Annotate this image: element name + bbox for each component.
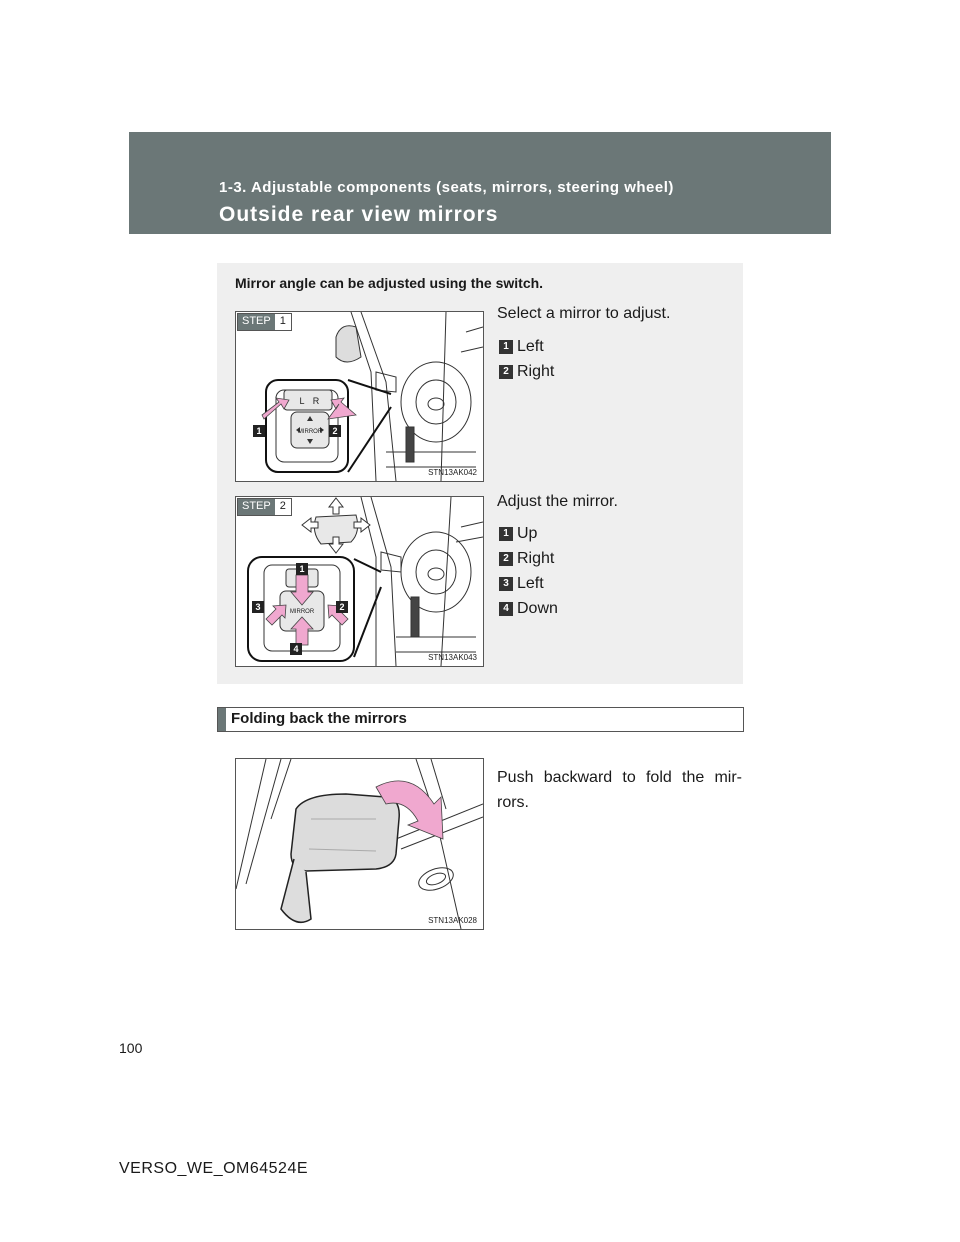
switch-label: MIRROR bbox=[297, 429, 323, 435]
number-badge: 1 bbox=[499, 527, 513, 541]
step1-drawing bbox=[236, 312, 483, 481]
page-number: 100 bbox=[119, 1040, 143, 1056]
document-code: VERSO_WE_OM64524E bbox=[119, 1160, 309, 1177]
svg-text:2: 2 bbox=[339, 602, 345, 612]
heading-bar bbox=[218, 708, 226, 731]
step-number: 2 bbox=[275, 499, 291, 515]
folding-drawing bbox=[236, 759, 483, 929]
folding-illustration bbox=[235, 758, 484, 930]
step2-badge bbox=[237, 498, 292, 516]
step1-option-right bbox=[499, 363, 554, 381]
option-label: Left bbox=[517, 575, 544, 592]
step-word: STEP bbox=[238, 499, 275, 515]
number-badge: 2 bbox=[499, 552, 513, 566]
switch-label: MIRROR bbox=[289, 609, 315, 615]
step2-instruction: Adjust the mirror. bbox=[497, 493, 618, 510]
number-badge: 1 bbox=[499, 340, 513, 354]
step1-badge bbox=[237, 313, 292, 331]
step1-option-left bbox=[499, 338, 544, 356]
number-badge: 2 bbox=[499, 365, 513, 379]
number-badge: 3 bbox=[499, 577, 513, 591]
chapter-header bbox=[129, 132, 831, 234]
svg-text:1: 1 bbox=[256, 426, 262, 436]
page-title: Outside rear view mirrors bbox=[219, 203, 499, 226]
step1-instruction: Select a mirror to adjust. bbox=[497, 305, 671, 322]
step1-illustration bbox=[235, 311, 484, 482]
folding-instruction: Push backward to fold the mir-rors. bbox=[497, 769, 742, 811]
step2-option-up bbox=[499, 525, 537, 543]
option-label: Down bbox=[517, 600, 558, 617]
option-label: Right bbox=[517, 363, 555, 380]
step2-illustration bbox=[235, 496, 484, 667]
step2-image-code: STN13AK043 bbox=[428, 653, 477, 662]
number-badge: 4 bbox=[499, 602, 513, 616]
intro-text: Mirror angle can be adjusted using the switch. bbox=[235, 275, 544, 291]
step1-image-code: STN13AK042 bbox=[428, 468, 477, 477]
svg-text:4: 4 bbox=[293, 644, 299, 654]
svg-text:2: 2 bbox=[332, 426, 338, 436]
step-word: STEP bbox=[238, 314, 275, 330]
switch-letter-l: L bbox=[299, 396, 305, 406]
option-label: Right bbox=[517, 550, 555, 567]
option-label: Left bbox=[517, 338, 544, 355]
section-title: 1-3. Adjustable components (seats, mirrors, steering wheel) bbox=[219, 179, 674, 196]
option-label: Up bbox=[517, 525, 538, 542]
step2-option-left bbox=[499, 575, 544, 593]
folding-image-code: STN13AK028 bbox=[428, 916, 477, 925]
step-number: 1 bbox=[275, 314, 291, 330]
svg-text:3: 3 bbox=[255, 602, 261, 612]
svg-text:1: 1 bbox=[299, 564, 305, 574]
folding-section-heading bbox=[217, 707, 744, 732]
switch-letter-r: R bbox=[312, 396, 320, 406]
folding-heading-text: Folding back the mirrors bbox=[231, 710, 407, 727]
step2-option-right bbox=[499, 550, 554, 568]
step2-option-down bbox=[499, 600, 558, 618]
step2-drawing bbox=[236, 497, 483, 666]
